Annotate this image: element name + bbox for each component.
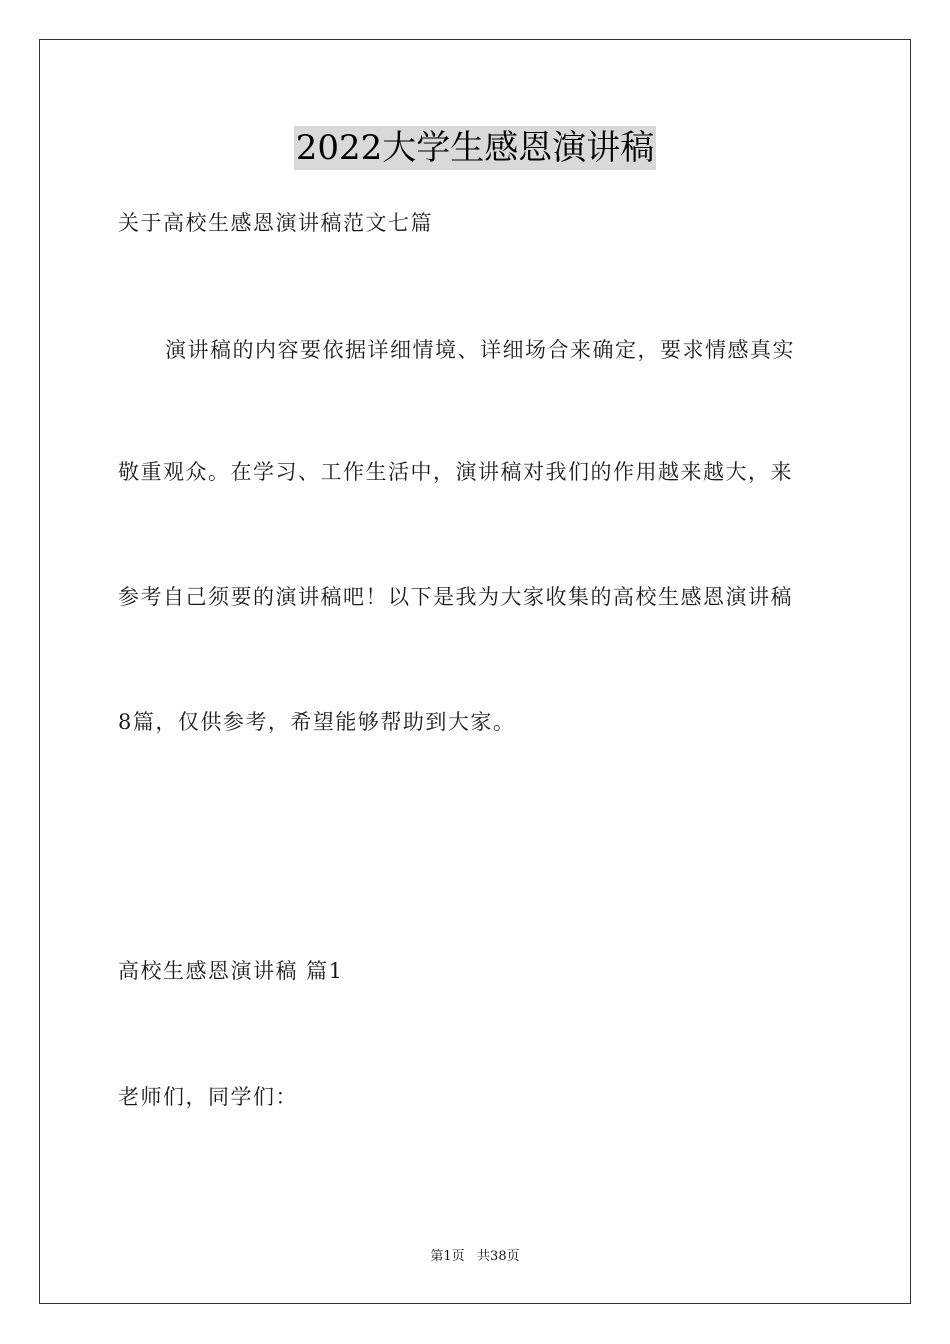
- title-container: [0, 126, 950, 170]
- intro-paragraph-line-3: 参考自己须要的演讲稿吧！以下是我为大家收集的高校生感恩演讲稿: [118, 585, 793, 609]
- intro-paragraph-line-2: 敬重观众。在学习、工作生活中，演讲稿对我们的作用越来越大，来: [118, 460, 793, 484]
- page-indicator: 第1页 共38页: [430, 1249, 520, 1264]
- intro-paragraph-line-1: 演讲稿的内容要依据详细情境、详细场合来确定，要求情感真实: [165, 338, 795, 362]
- section-heading: 高校生感恩演讲稿 篇1: [118, 959, 344, 983]
- document-title: 2022大学生感恩演讲稿: [295, 128, 655, 168]
- document-subtitle: 关于高校生感恩演讲稿范文七篇: [118, 211, 433, 235]
- intro-paragraph-line-4: 8篇，仅供参考，希望能够帮助到大家。: [118, 710, 516, 734]
- salutation: 老师们，同学们：: [118, 1085, 298, 1109]
